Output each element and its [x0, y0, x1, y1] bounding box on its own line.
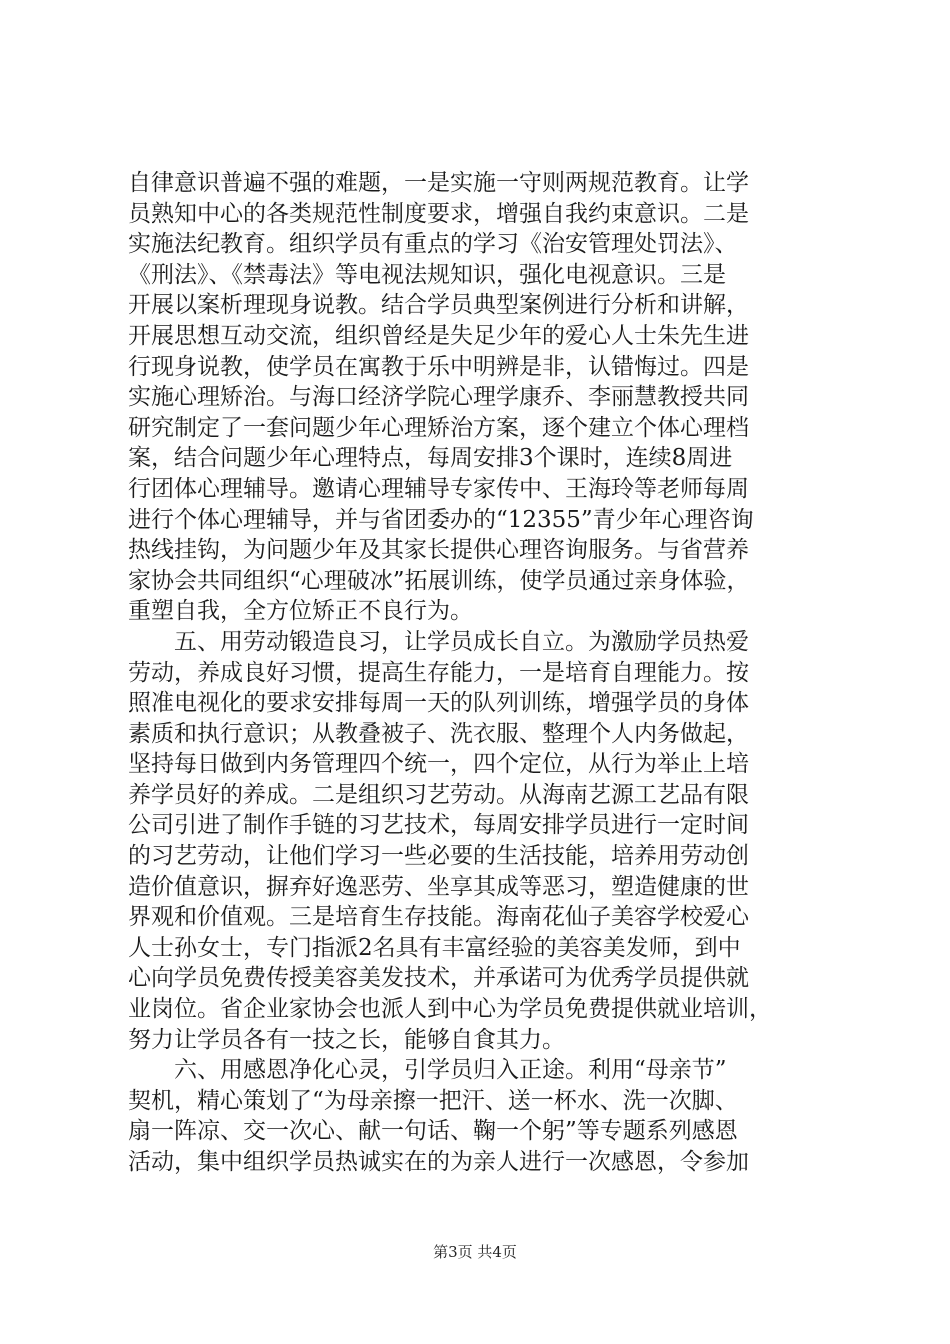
text-line: 热线挂钩，为问题少年及其家长提供心理咨询服务。与省营养: [128, 537, 749, 564]
text-line: 实施法纪教育。组织学员有重点的学习《治安管理处罚法》、: [128, 231, 738, 258]
document-body: [128, 168, 828, 1178]
text-line: 造价值意识，摒弃好逸恶劳、坐享其成等恶习，塑造健康的世: [128, 873, 749, 900]
text-line: 坚持每日做到内务管理四个统一，四个定位，从行为举止上培: [128, 751, 749, 778]
text-line: 家协会共同组织“心理破冰”拓展训练，使学员通过亲身体验，: [128, 567, 750, 594]
text-line: 界观和价值观。三是培育生存技能。海南花仙子美容学校爱心: [128, 904, 749, 931]
text-line: 进行个体心理辅导，并与省团委办的“12355”青少年心理咨询: [128, 506, 754, 533]
text-line: 人士孙女士，专门指派2名具有丰富经验的美容美发师，到中: [128, 934, 741, 961]
text-line: 重塑自我，全方位矫正不良行为。: [128, 598, 473, 625]
text-line: 开展以案析理现身说教。结合学员典型案例进行分析和讲解，: [128, 292, 749, 319]
text-line: 六、用感恩净化心灵，引学员归入正途。利用“母亲节”: [128, 1057, 727, 1084]
text-line: 案，结合问题少年心理特点，每周安排3个课时，连续8周进: [128, 445, 733, 472]
text-line: 契机，精心策划了“为母亲擦一把汗、送一杯水、洗一次脚、: [128, 1087, 738, 1114]
text-line: 《刑法》、《禁毒法》等电视法规知识，强化电视意识。三是: [128, 261, 726, 288]
text-line: 扇一阵凉、交一次心、献一句话、鞠一个躬”等专题系列感恩: [128, 1118, 738, 1145]
text-line: 五、用劳动锻造良习，让学员成长自立。为激励学员热爱: [128, 628, 749, 655]
text-line: 研究制定了一套问题少年心理矫治方案，逐个建立个体心理档: [128, 414, 749, 441]
page-number: 第3页 共4页: [433, 1243, 517, 1261]
text-line: 业岗位。省企业家协会也派人到中心为学员免费提供就业培训，: [128, 996, 772, 1023]
text-line: 开展思想互动交流，组织曾经是失足少年的爱心人士朱先生进: [128, 322, 749, 349]
text-line: 行团体心理辅导。邀请心理辅导专家传中、王海玲等老师每周: [128, 475, 749, 502]
text-line: 劳动，养成良好习惯，提高生存能力，一是培育自理能力。按: [128, 659, 749, 686]
text-line: 员熟知中心的各类规范性制度要求，增强自我约束意识。二是: [128, 200, 749, 227]
text-line: 养学员好的养成。二是组织习艺劳动。从海南艺源工艺品有限: [128, 781, 749, 808]
text-line: 的习艺劳动，让他们学习一些必要的生活技能，培养用劳动创: [128, 843, 749, 870]
text-line: 努力让学员各有一技之长，能够自食其力。: [128, 1026, 565, 1053]
text-line: 照准电视化的要求安排每周一天的队列训练，增强学员的身体: [128, 690, 749, 717]
text-line: 公司引进了制作手链的习艺技术，每周安排学员进行一定时间: [128, 812, 749, 839]
page-footer: [0, 1242, 950, 1262]
text-line: 素质和执行意识；从教叠被子、洗衣服、整理个人内务做起，: [128, 720, 749, 747]
text-line: 心向学员免费传授美容美发技术，并承诺可为优秀学员提供就: [128, 965, 749, 992]
text-line: 自律意识普遍不强的难题，一是实施一守则两规范教育。让学: [128, 170, 749, 196]
text-line: 活动，集中组织学员热诚实在的为亲人进行一次感恩，令参加: [128, 1149, 749, 1175]
text-line: 实施心理矫治。与海口经济学院心理学康乔、李丽慧教授共同: [128, 384, 749, 411]
text-line: 行现身说教，使学员在寓教于乐中明辨是非，认错悔过。四是: [128, 353, 749, 380]
